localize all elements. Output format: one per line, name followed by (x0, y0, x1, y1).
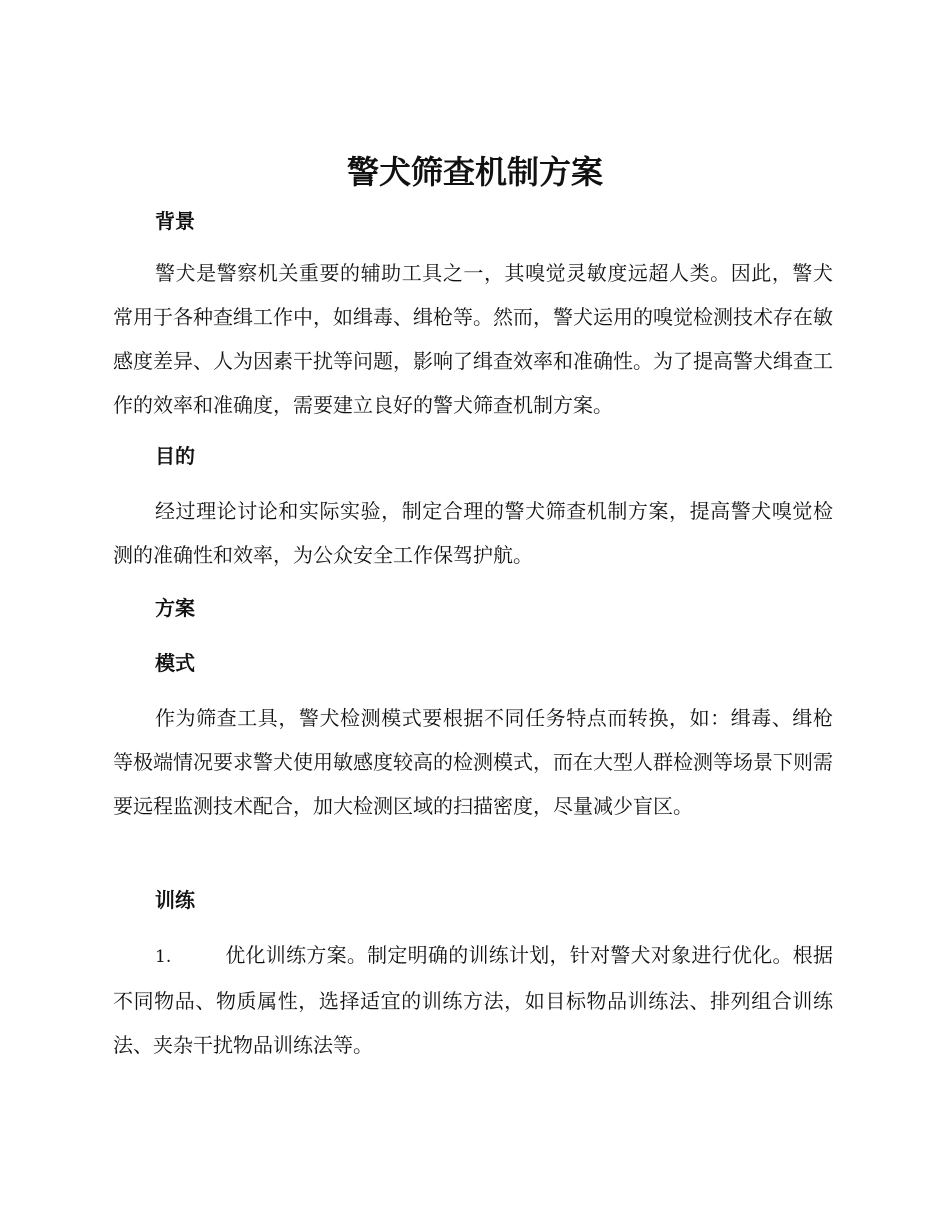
paragraph-background: 警犬是警察机关重要的辅助工具之一，其嗅觉灵敏度远超人类。因此，警犬常用于各种查缉工作中，如缉毒、缉枪等。然而，警犬运用的嗅觉检测技术存在敏感度差异、人为因素干扰等问题，影响了缉查效率和准确性。为了提高警犬缉查工作的效率和准确度，需要建立良好的警犬筛查机制方案。 (113, 261, 833, 417)
paragraph-mode: 作为筛查工具，警犬检测模式要根据不同任务特点而转换，如：缉毒、缉枪等极端情况要求警犬使用敏感度较高的检测模式，而在大型人群检测等场景下则需要远程监测技术配合，加大检测区域的扫描密度，尽量减少盲区。 (113, 706, 833, 818)
section-heading-mode: 模式 (155, 651, 195, 675)
list-item (113, 933, 833, 1067)
section-heading-training: 训练 (155, 888, 195, 912)
list-item-number: 1. (155, 947, 172, 967)
section-heading-background: 背景 (155, 209, 195, 233)
paragraph-purpose: 经过理论讨论和实际实验，制定合理的警犬筛查机制方案，提高警犬嗅觉检测的准确性和效率，为公众安全工作保驾护航。 (113, 499, 833, 567)
list-item-text: 优化训练方案。制定明确的训练计划，针对警犬对象进行优化。根据不同物品、物质属性，选择适宜的训练方法，如目标物品训练法、排列组合训练法、夹杂干扰物品训练法等。 (113, 943, 833, 1057)
document-title: 警犬筛查机制方案 (346, 153, 603, 191)
section-heading-plan: 方案 (155, 596, 195, 620)
section-heading-purpose: 目的 (155, 444, 195, 468)
